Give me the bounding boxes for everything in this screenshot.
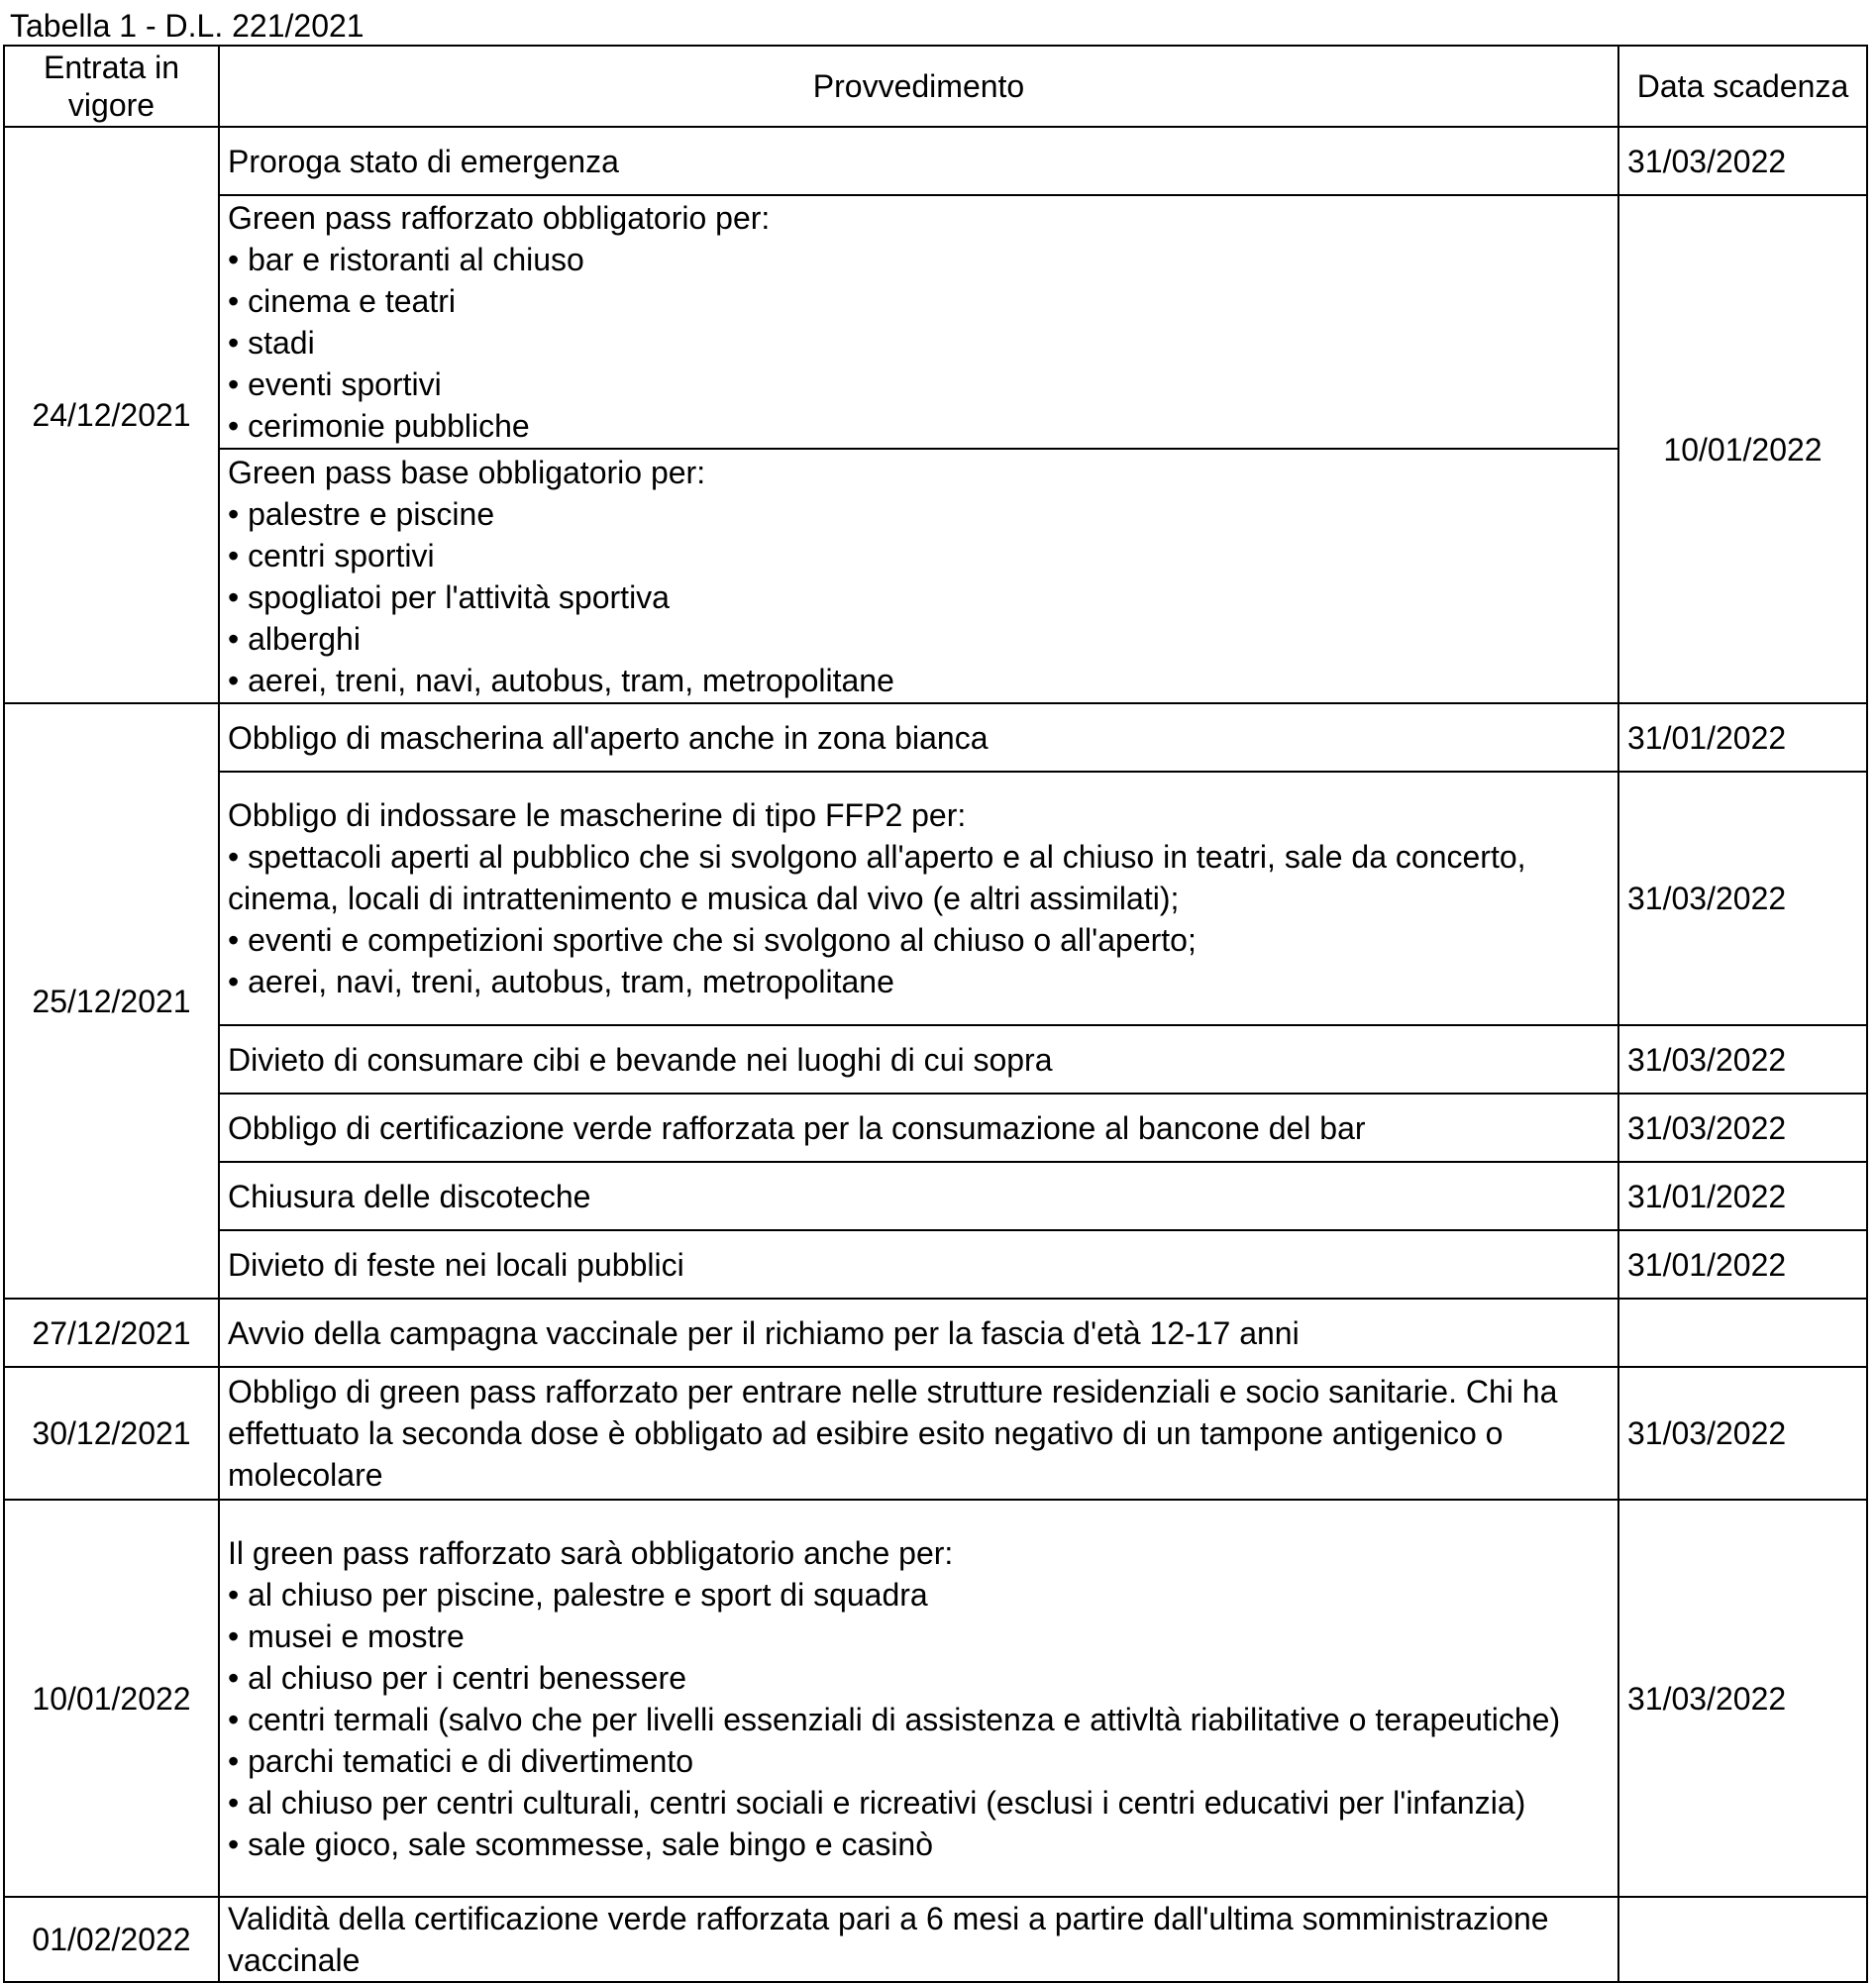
list-item: • parchi tematici e di divertimento — [228, 1742, 694, 1779]
table-row — [4, 1500, 1867, 1897]
measure-text: Divieto di consumare cibi e bevande nei luoghi di cui sopra — [219, 1025, 1618, 1094]
deadline: 10/01/2022 — [1618, 195, 1867, 703]
table-header-row — [4, 46, 1867, 127]
list-item: • spettacoli aperti al pubblico che si svolgono all'aperto e al chiuso in teatri, sale da concerto, cinema, locali di intrattenimento e musica dal vivo (e altri assimilati); — [228, 839, 1526, 916]
list-item: • cerimonie pubbliche — [228, 408, 530, 444]
measure-title: Il green pass rafforzato sarà obbligatorio anche per: — [228, 1534, 954, 1571]
deadline: 31/03/2022 — [1618, 1025, 1867, 1094]
table-row — [4, 1367, 1867, 1500]
list-item: • aerei, treni, navi, autobus, tram, metropolitane — [228, 662, 894, 698]
measure-title: Obbligo di indossare le mascherine di tipo FFP2 per: — [228, 797, 967, 833]
header-scadenza: Data scadenza — [1618, 46, 1867, 127]
table-row — [4, 772, 1867, 1025]
deadline: 31/01/2022 — [1618, 703, 1867, 772]
header-entrata: Entrata in vigore — [4, 46, 219, 127]
list-item: • bar e ristoranti al chiuso — [228, 242, 584, 277]
measure-text — [219, 772, 1618, 1025]
list-item: • al chiuso per i centri benessere — [228, 1659, 686, 1696]
list-item: • al chiuso per piscine, palestre e sport di squadra — [228, 1576, 928, 1613]
measure-title: Green pass rafforzato obbligatorio per: — [228, 200, 771, 236]
deadline: 31/01/2022 — [1618, 1230, 1867, 1299]
measure-text — [219, 195, 1618, 449]
list-item: • stadi — [228, 325, 315, 361]
measure-list — [228, 1532, 1610, 1865]
deadline — [1618, 1897, 1867, 1982]
table-row — [4, 1162, 1867, 1230]
measure-text: Avvio della campagna vaccinale per il richiamo per la fascia d'età 12-17 anni — [219, 1299, 1618, 1367]
table-row — [4, 195, 1867, 449]
deadline — [1618, 1299, 1867, 1367]
deadline: 31/03/2022 — [1618, 127, 1867, 195]
table-row — [4, 449, 1867, 703]
measure-text: Obbligo di mascherina all'aperto anche in zona bianca — [219, 703, 1618, 772]
measure-text: Obbligo di certificazione verde rafforzata per la consumazione al bancone del bar — [219, 1094, 1618, 1162]
entry-date: 10/01/2022 — [4, 1500, 219, 1897]
measure-text: Proroga stato di emergenza — [219, 127, 1618, 195]
table-row — [4, 1230, 1867, 1299]
measure-text: Divieto di feste nei locali pubblici — [219, 1230, 1618, 1299]
table-row — [4, 703, 1867, 772]
entry-date: 25/12/2021 — [4, 703, 219, 1299]
table-row — [4, 1299, 1867, 1367]
table-row — [4, 127, 1867, 195]
table-row — [4, 1025, 1867, 1094]
entry-date: 27/12/2021 — [4, 1299, 219, 1367]
deadline: 31/03/2022 — [1618, 1094, 1867, 1162]
table-row — [4, 1897, 1867, 1982]
list-item: • eventi e competizioni sportive che si svolgono al chiuso o all'aperto; — [228, 922, 1197, 958]
table-caption: Tabella 1 - D.L. 221/2021 — [10, 8, 365, 44]
deadline: 31/01/2022 — [1618, 1162, 1867, 1230]
header-provvedimento: Provvedimento — [219, 46, 1618, 127]
list-item: • aerei, navi, treni, autobus, tram, metropolitane — [228, 964, 894, 999]
list-item: • al chiuso per centri culturali, centri sociali e ricreativi (esclusi i centri educativi per l'infanzia) — [228, 1784, 1526, 1821]
entry-date: 30/12/2021 — [4, 1367, 219, 1500]
measures-table — [3, 45, 1868, 1983]
list-item: • alberghi — [228, 620, 361, 657]
entry-date: 01/02/2022 — [4, 1897, 219, 1982]
measure-text: Validità della certificazione verde rafforzata pari a 6 mesi a partire dall'ultima somministrazione vaccinale — [219, 1897, 1618, 1982]
measure-title: Green pass base obbligatorio per: — [228, 454, 706, 490]
list-item: • sale gioco, sale scommesse, sale bingo e casinò — [228, 1826, 934, 1862]
list-item: • palestre e piscine — [228, 495, 495, 532]
list-item: • cinema e teatri — [228, 283, 456, 319]
entry-date: 24/12/2021 — [4, 127, 219, 703]
measure-text: Obbligo di green pass rafforzato per entrare nelle strutture residenziali e socio sanitarie. Chi ha effettuato la seconda dose è obbligato ad esibire esito negativo di un tampone antigenico o molecolare — [219, 1367, 1618, 1500]
list-item: • centri sportivi — [228, 537, 435, 574]
deadline: 31/03/2022 — [1618, 1367, 1867, 1500]
list-item: • centri termali (salvo che per livelli essenziali di assistenza e attivltà riabilitative o terapeutiche) — [228, 1701, 1561, 1737]
table-row — [4, 1094, 1867, 1162]
measure-text — [219, 449, 1618, 703]
list-item: • spogliatoi per l'attività sportiva — [228, 578, 670, 615]
list-item: • eventi sportivi — [228, 366, 442, 402]
list-item: • musei e mostre — [228, 1618, 465, 1654]
deadline: 31/03/2022 — [1618, 772, 1867, 1025]
measure-text: Chiusura delle discoteche — [219, 1162, 1618, 1230]
measure-text — [219, 1500, 1618, 1897]
deadline: 31/03/2022 — [1618, 1500, 1867, 1897]
